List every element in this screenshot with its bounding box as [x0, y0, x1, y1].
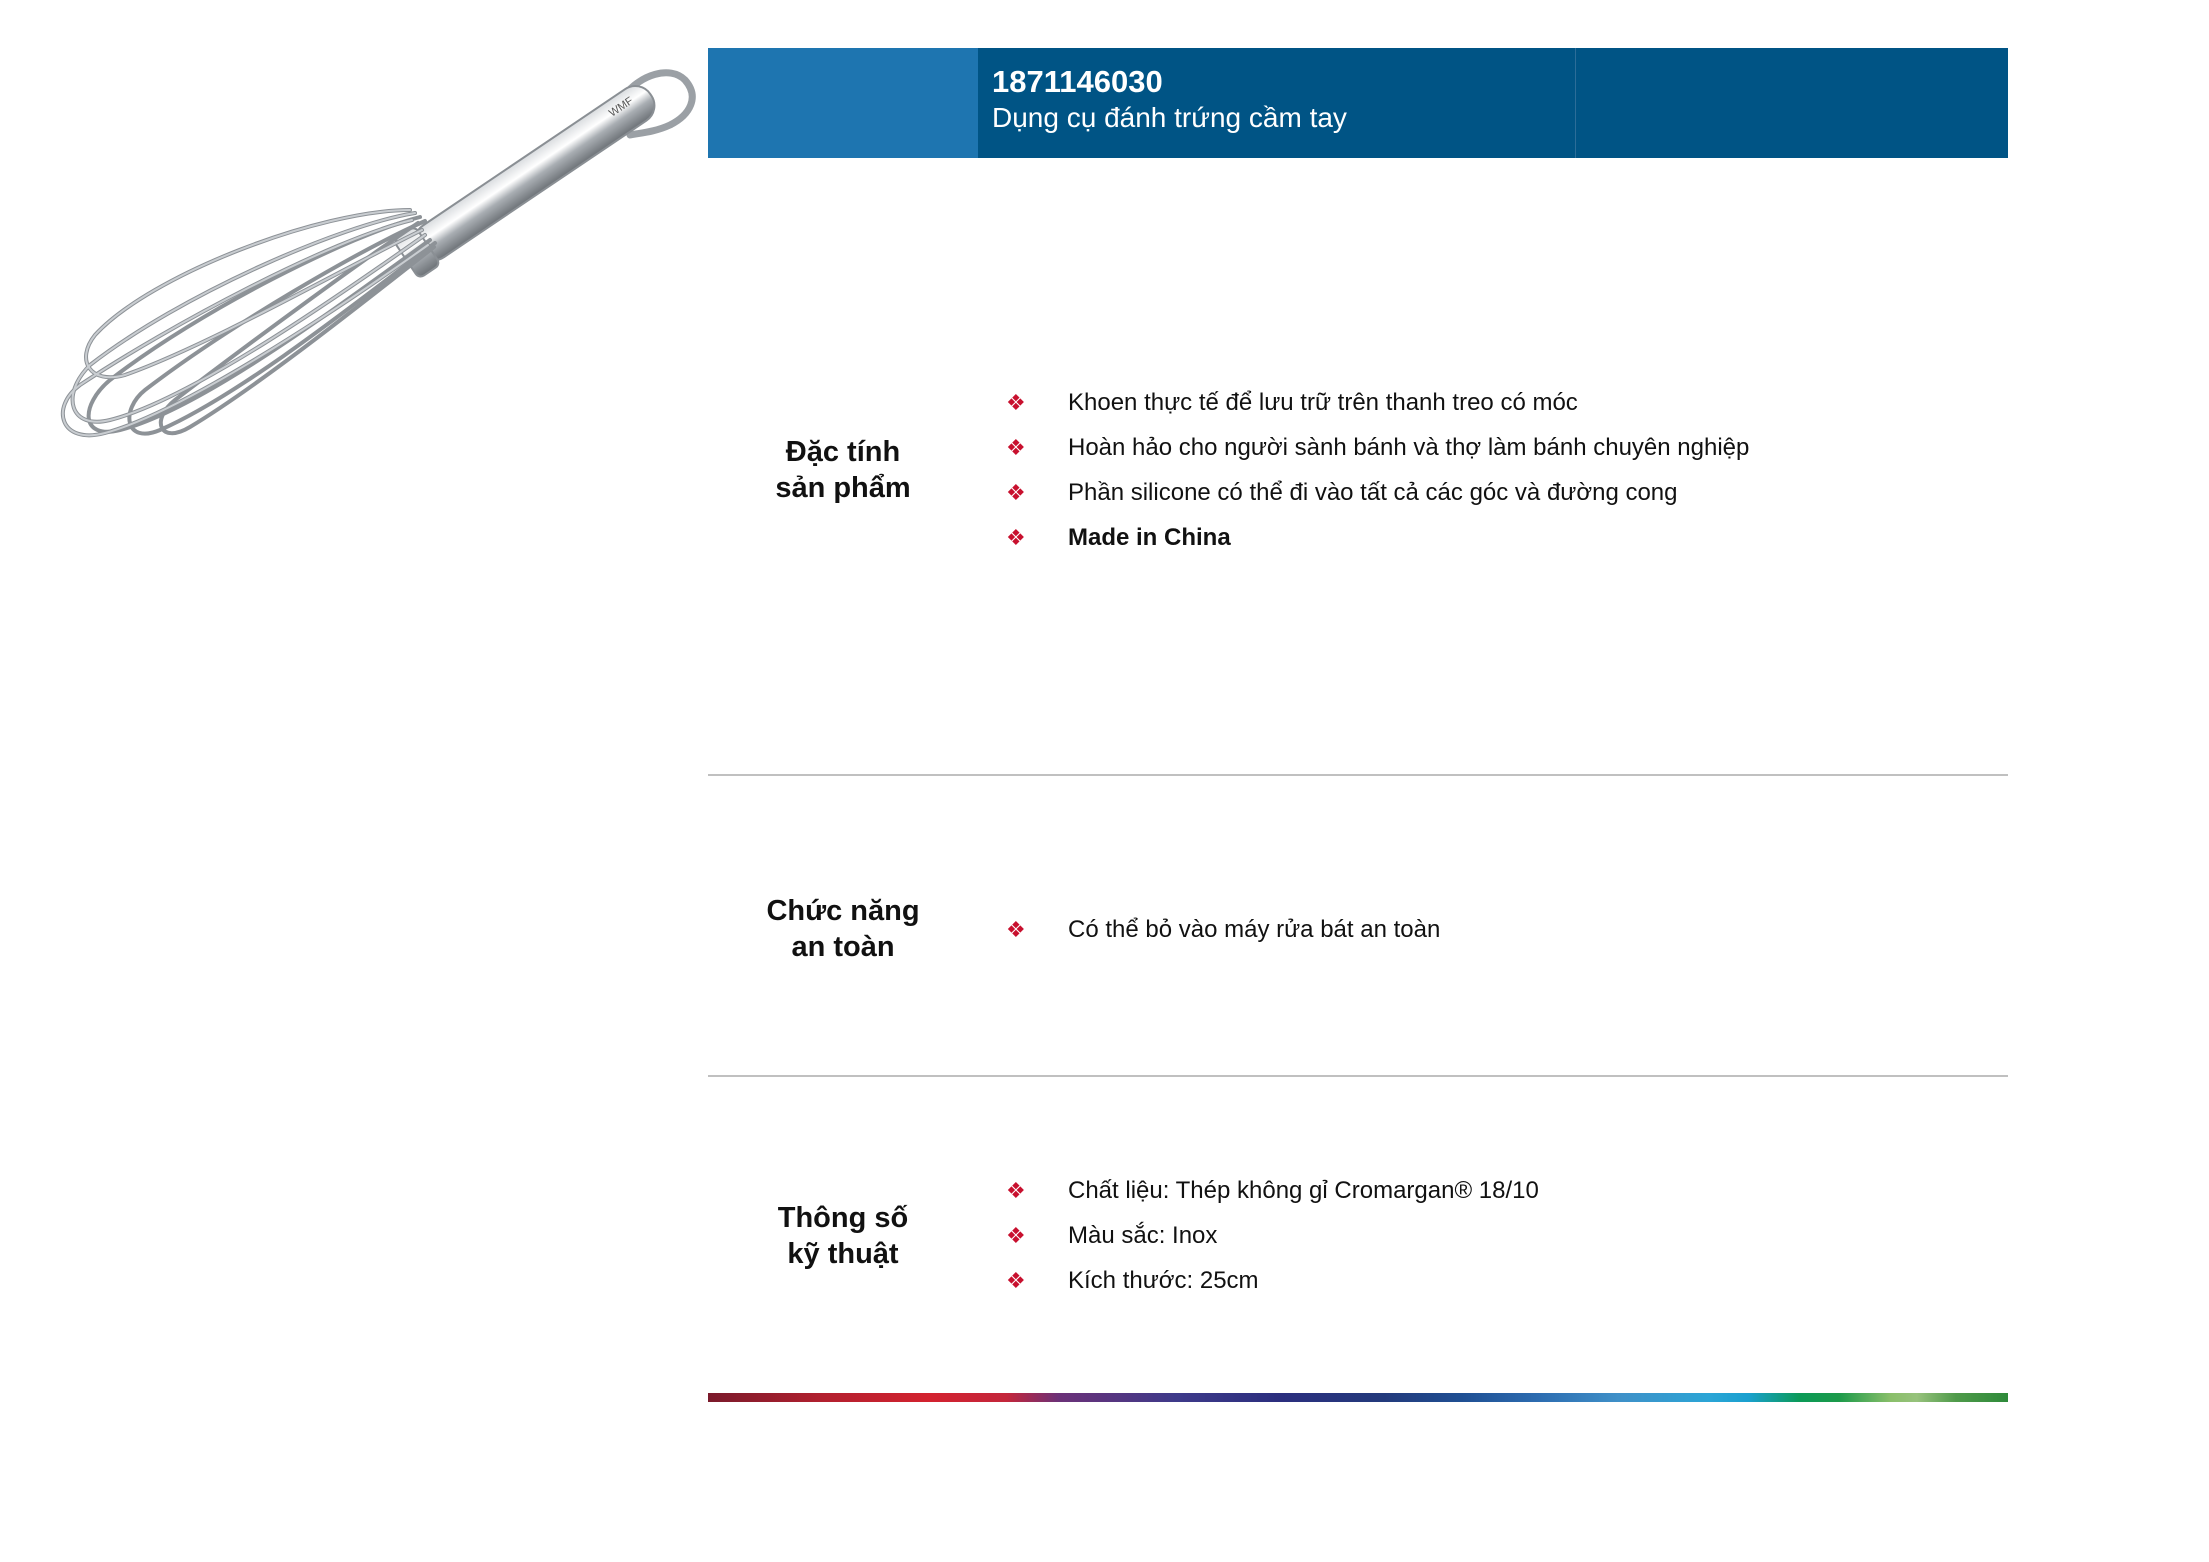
- list-item: ❖ Made in China: [1006, 523, 1231, 551]
- bullet-diamond-icon: ❖: [1006, 389, 1026, 415]
- bullet-diamond-icon: ❖: [1006, 524, 1026, 550]
- features-list: [1006, 380, 1749, 560]
- section-label-safety: Chức năng an toàn: [766, 895, 920, 963]
- bullet-diamond-icon: ❖: [1006, 434, 1026, 460]
- product-name: Dụng cụ đánh trứng cầm tay: [992, 102, 1347, 133]
- brand-logo: WMF: [606, 94, 636, 120]
- product-code: 1871146030: [992, 64, 1163, 99]
- header-title-block: [978, 48, 1575, 158]
- header-left-block: [708, 48, 978, 158]
- brand-color-strip: [708, 1393, 2008, 1402]
- list-item: ❖ Phần silicone có thể đi vào tất cả các góc và đường cong: [1006, 478, 1678, 506]
- safety-list: [1006, 907, 1440, 952]
- list-item: ❖ Hoàn hảo cho người sành bánh và thợ làm bánh chuyên nghiệp: [1006, 433, 1750, 461]
- section-label-specs: Thông số kỹ thuật: [777, 1202, 909, 1270]
- list-item: ❖ Có thể bỏ vào máy rửa bát an toàn: [1006, 915, 1441, 943]
- list-item: ❖ Chất liệu: Thép không gỉ Cromargan® 18/10: [1006, 1176, 1539, 1204]
- section-divider: [708, 774, 2008, 776]
- whisk-icon: [40, 35, 705, 480]
- bullet-diamond-icon: ❖: [1006, 916, 1026, 942]
- bullet-diamond-icon: ❖: [1006, 1267, 1026, 1293]
- bullet-diamond-icon: ❖: [1006, 1177, 1026, 1203]
- section-label-features: Đặc tính sản phẩm: [775, 436, 911, 504]
- bullet-diamond-icon: ❖: [1006, 479, 1026, 505]
- list-item: ❖ Kích thước: 25cm: [1006, 1266, 1259, 1294]
- section-divider: [708, 1075, 2008, 1077]
- product-header: [708, 48, 2008, 158]
- header-right-block: [1575, 48, 2008, 158]
- list-item: ❖ Màu sắc: Inox: [1006, 1221, 1218, 1249]
- list-item: ❖ Khoen thực tế để lưu trữ trên thanh treo có móc: [1006, 388, 1578, 416]
- specs-list: [1006, 1168, 1539, 1303]
- bullet-diamond-icon: ❖: [1006, 1222, 1026, 1248]
